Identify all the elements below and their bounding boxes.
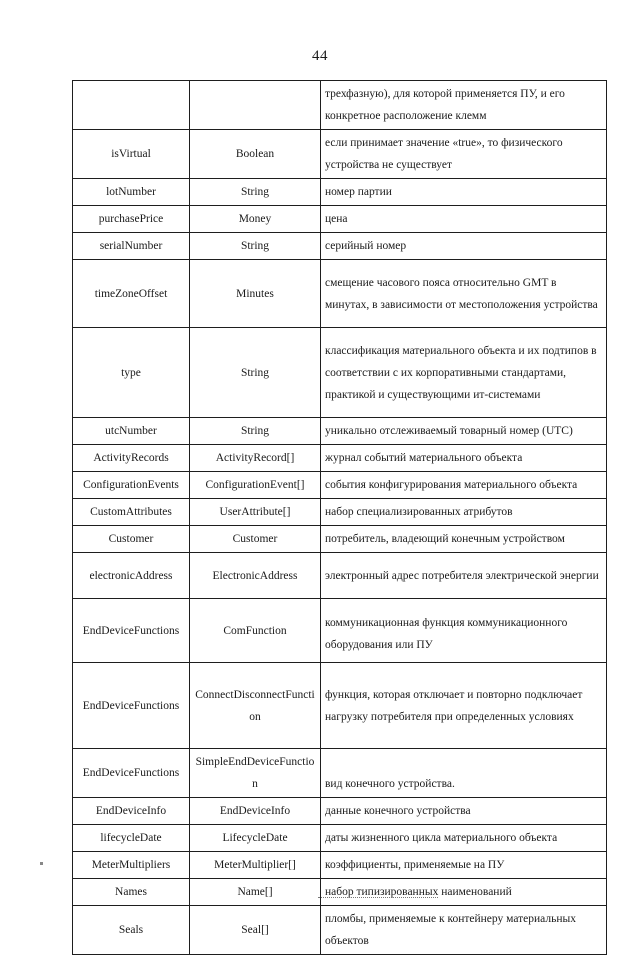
attribute-name-cell: ConfigurationEvents xyxy=(73,472,190,499)
attribute-description-cell: цена xyxy=(321,206,607,233)
attribute-name-cell: MeterMultipliers xyxy=(73,852,190,879)
attribute-type-cell: ConfigurationEvent[] xyxy=(190,472,321,499)
table-row xyxy=(73,418,607,445)
table-row xyxy=(73,825,607,852)
attribute-type-cell: Money xyxy=(190,206,321,233)
attribute-type-cell: Boolean xyxy=(190,130,321,179)
table-row xyxy=(73,260,607,328)
table-row xyxy=(73,553,607,599)
attributes-table xyxy=(72,80,607,955)
table-row xyxy=(73,798,607,825)
table-row xyxy=(73,179,607,206)
table-row xyxy=(73,328,607,418)
attribute-name-cell: Customer xyxy=(73,526,190,553)
attribute-type-cell: LifecycleDate xyxy=(190,825,321,852)
attribute-description-cell: вид конечного устройства. xyxy=(321,749,607,798)
attribute-type-cell: ElectronicAddress xyxy=(190,553,321,599)
table-row xyxy=(73,852,607,879)
attribute-name-cell: EndDeviceFunctions xyxy=(73,663,190,749)
attribute-name-cell: Names xyxy=(73,879,190,906)
table-row xyxy=(73,233,607,260)
attribute-type-cell: ConnectDisconnectFunction xyxy=(190,663,321,749)
attribute-type-cell: Seal[] xyxy=(190,906,321,955)
attribute-description-cell: электронный адрес потребителя электрической энергии xyxy=(321,553,607,599)
attribute-name-cell: electronicAddress xyxy=(73,553,190,599)
attribute-description-cell: функция, которая отключает и повторно подключает нагрузку потребителя при определенных условиях xyxy=(321,663,607,749)
attribute-name-cell: EndDeviceInfo xyxy=(73,798,190,825)
attribute-description-cell: данные конечного устройства xyxy=(321,798,607,825)
attribute-name-cell: CustomAttributes xyxy=(73,499,190,526)
attribute-type-cell: EndDeviceInfo xyxy=(190,798,321,825)
attribute-type-cell: Name[] xyxy=(190,879,321,906)
attribute-name-cell: isVirtual xyxy=(73,130,190,179)
attribute-name-cell xyxy=(73,81,190,130)
attribute-description-cell: даты жизненного цикла материального объекта xyxy=(321,825,607,852)
table-row xyxy=(73,130,607,179)
attribute-name-cell: serialNumber xyxy=(73,233,190,260)
attribute-description-cell: уникально отслеживаемый товарный номер (UTC) xyxy=(321,418,607,445)
table-row xyxy=(73,599,607,663)
attribute-description-cell: потребитель, владеющий конечным устройством xyxy=(321,526,607,553)
attribute-description-cell: набор типизированных наименований xyxy=(321,879,607,906)
attribute-type-cell: MeterMultiplier[] xyxy=(190,852,321,879)
attribute-name-cell: lotNumber xyxy=(73,179,190,206)
table-row xyxy=(73,81,607,130)
scan-dotted-line xyxy=(318,897,438,900)
attribute-name-cell: EndDeviceFunctions xyxy=(73,599,190,663)
attribute-description-cell: коммуникационная функция коммуникационного оборудования или ПУ xyxy=(321,599,607,663)
table-row xyxy=(73,663,607,749)
attribute-description-cell: классификация материального объекта и их подтипов в соответствии с их корпоративными стандартами, практикой и существующими ит-системами xyxy=(321,328,607,418)
attribute-description-cell: смещение часового пояса относительно GMT в минутах, в зависимости от местоположения устройства xyxy=(321,260,607,328)
attribute-type-cell: String xyxy=(190,328,321,418)
table-row xyxy=(73,499,607,526)
scan-mark xyxy=(40,862,43,865)
attribute-description-cell: пломбы, применяемые к контейнеру материальных объектов xyxy=(321,906,607,955)
attribute-type-cell: Customer xyxy=(190,526,321,553)
attribute-type-cell: String xyxy=(190,418,321,445)
attribute-type-cell: UserAttribute[] xyxy=(190,499,321,526)
attribute-name-cell: type xyxy=(73,328,190,418)
page-number: 44 xyxy=(312,48,328,64)
attribute-name-cell: lifecycleDate xyxy=(73,825,190,852)
attribute-name-cell: utcNumber xyxy=(73,418,190,445)
attribute-name-cell: ActivityRecords xyxy=(73,445,190,472)
table-row xyxy=(73,526,607,553)
attribute-type-cell: Minutes xyxy=(190,260,321,328)
attribute-description-cell: если принимает значение «true», то физического устройства не существует xyxy=(321,130,607,179)
table-row xyxy=(73,749,607,798)
attribute-name-cell: timeZoneOffset xyxy=(73,260,190,328)
attribute-type-cell: String xyxy=(190,233,321,260)
attribute-type-cell: ActivityRecord[] xyxy=(190,445,321,472)
attribute-description-cell: журнал событий материального объекта xyxy=(321,445,607,472)
attribute-name-cell: EndDeviceFunctions xyxy=(73,749,190,798)
attribute-description-cell: серийный номер xyxy=(321,233,607,260)
attribute-name-cell: Seals xyxy=(73,906,190,955)
attribute-type-cell xyxy=(190,81,321,130)
attribute-name-cell: purchasePrice xyxy=(73,206,190,233)
table-row xyxy=(73,445,607,472)
attribute-description-cell: события конфигурирования материального объекта xyxy=(321,472,607,499)
table-row xyxy=(73,879,607,906)
table-row xyxy=(73,206,607,233)
attribute-description-cell: набор специализированных атрибутов xyxy=(321,499,607,526)
attribute-type-cell: String xyxy=(190,179,321,206)
attribute-type-cell: SimpleEndDeviceFunction xyxy=(190,749,321,798)
attribute-type-cell: ComFunction xyxy=(190,599,321,663)
table-row xyxy=(73,906,607,955)
attribute-description-cell: коэффициенты, применяемые на ПУ xyxy=(321,852,607,879)
attribute-description-cell: номер партии xyxy=(321,179,607,206)
table-row xyxy=(73,472,607,499)
attribute-description-cell: трехфазную), для которой применяется ПУ, и его конкретное расположение клемм xyxy=(321,81,607,130)
